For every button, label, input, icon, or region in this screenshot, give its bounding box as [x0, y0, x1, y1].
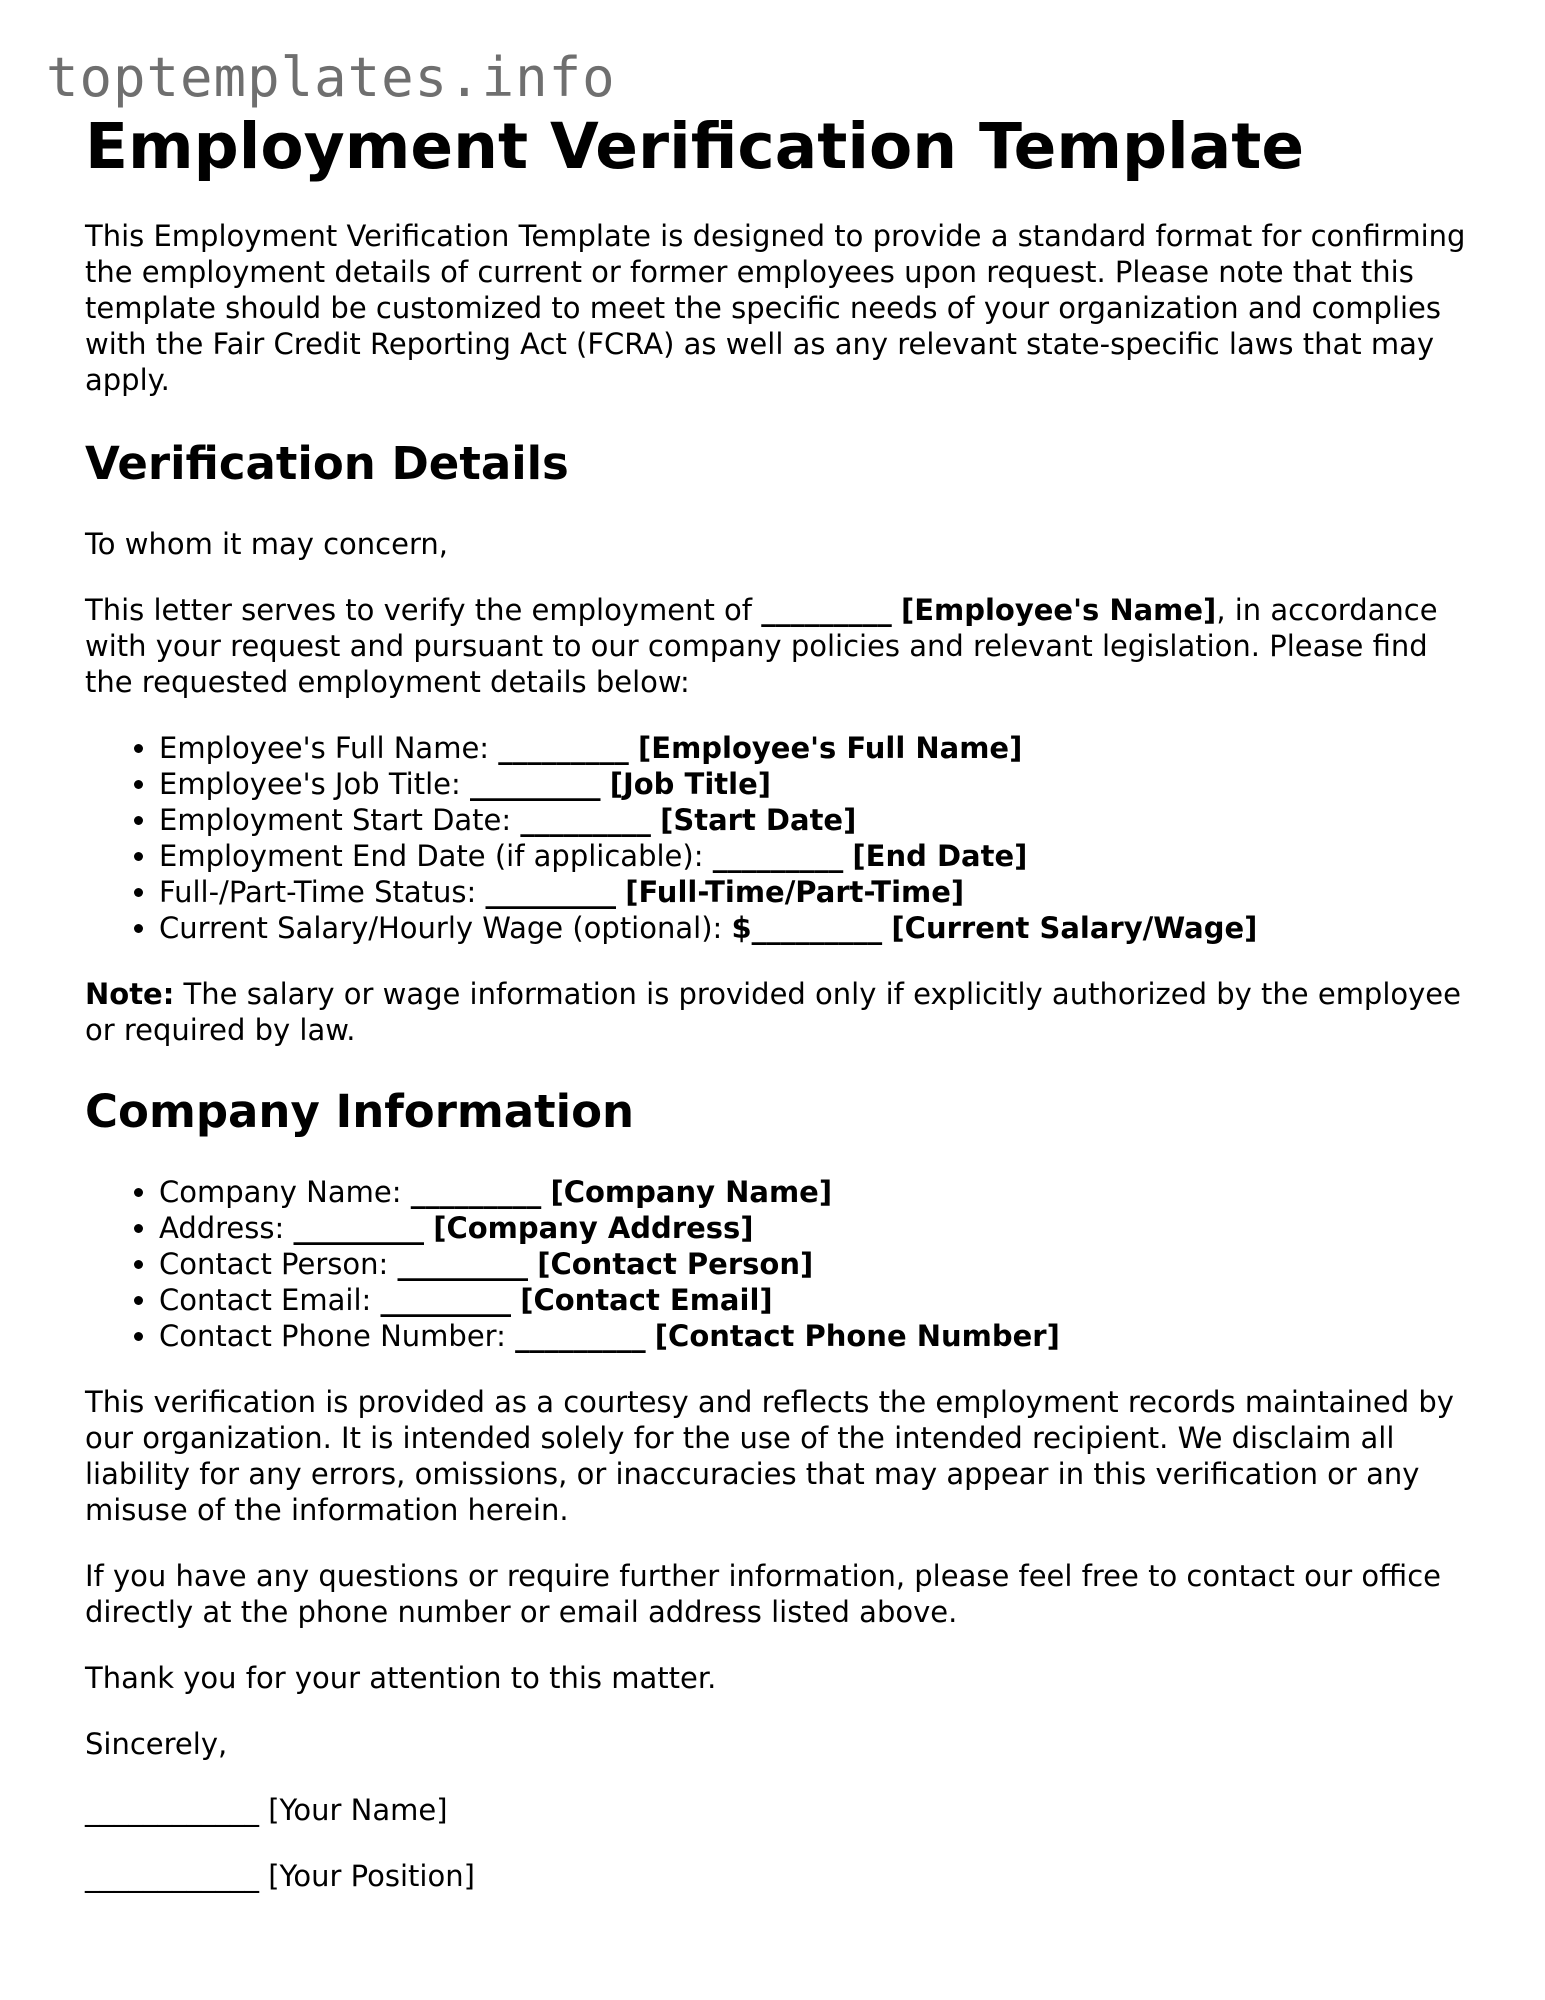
employment-details-list — [85, 730, 1475, 946]
note-label: Note: — [85, 977, 175, 1011]
field-placeholder: [Start Date] — [660, 803, 857, 837]
field-label: Employee's Full Name: — [159, 731, 499, 765]
field-label: Contact Person: — [159, 1247, 398, 1281]
page-title: Employment Verification Template — [85, 110, 1305, 183]
field-blank: $_________ — [731, 911, 883, 945]
list-item-job-title — [159, 766, 1475, 802]
verification-paragraph-end: , in accordance with your request and pursuant to our company policies and relevant legislation. Please find the requested employment details below: — [85, 593, 1438, 699]
list-item-start-date — [159, 802, 1475, 838]
employee-name-placeholder: [Employee's Name] — [900, 593, 1217, 627]
company-info-list — [85, 1174, 1475, 1354]
field-placeholder: [Contact Phone Number] — [654, 1319, 1060, 1353]
list-item-status — [159, 874, 1475, 910]
note-paragraph — [85, 976, 1475, 1048]
document-page — [85, 108, 1475, 1894]
field-placeholder: [End Date] — [852, 839, 1028, 873]
field-blank: _________ — [410, 1175, 542, 1209]
verification-paragraph-start: This letter serves to verify the employment of — [85, 593, 762, 627]
list-item-address — [159, 1210, 1475, 1246]
field-placeholder: [Company Name] — [550, 1175, 833, 1209]
field-blank: _________ — [470, 767, 601, 801]
list-item-end-date — [159, 838, 1475, 874]
sign-off: Sincerely, — [85, 1727, 228, 1761]
field-blank: _________ — [380, 1283, 511, 1317]
field-placeholder: [Current Salary/Wage] — [891, 911, 1258, 945]
field-label: Employment Start Date: — [159, 803, 521, 837]
field-placeholder: [Employee's Full Name] — [638, 731, 1023, 765]
company-heading: Company Information — [85, 1085, 635, 1138]
field-placeholder: [Full-Time/Part-Time] — [625, 875, 965, 909]
list-item-company-name — [159, 1174, 1475, 1210]
list-item-salary — [159, 910, 1475, 946]
field-label: Contact Email: — [159, 1283, 381, 1317]
intro-paragraph: This Employment Verification Template is designed to provide a standard format for confirming the employment details of current or former employees upon request. Please note that this template should be customized to meet the specific needs of your organization and complies with the Fair Credit Reporting Act (FCRA) as well as any relevant state-specific laws that may apply. — [85, 219, 1466, 397]
watermark: toptemplates.info — [46, 46, 616, 109]
field-label: Current Salary/Hourly Wage (optional): — [159, 911, 732, 945]
field-label: Company Name: — [159, 1175, 411, 1209]
signature-name-line: ____________ [Your Name] — [85, 1793, 448, 1827]
field-blank: _________ — [520, 803, 651, 837]
list-item-full-name — [159, 730, 1475, 766]
verification-heading: Verification Details — [85, 437, 569, 490]
field-blank: _________ — [485, 875, 616, 909]
field-label: Contact Phone Number: — [159, 1319, 516, 1353]
field-label: Full-/Part-Time Status: — [159, 875, 486, 909]
employee-name-blank: _________ — [761, 593, 892, 627]
field-blank: _________ — [712, 839, 844, 873]
field-placeholder: [Contact Email] — [520, 1283, 773, 1317]
field-blank: _________ — [498, 731, 629, 765]
field-placeholder: [Job Title] — [609, 767, 771, 801]
greeting: To whom it may concern, — [85, 527, 448, 561]
field-blank: _________ — [397, 1247, 528, 1281]
field-label: Employment End Date (if applicable): — [159, 839, 713, 873]
field-label: Address: — [159, 1211, 294, 1245]
thanks-paragraph: Thank you for your attention to this matter. — [85, 1661, 717, 1695]
note-text: The salary or wage information is provided only if explicitly authorized by the employee or required by law. — [85, 977, 1461, 1047]
field-blank: _________ — [293, 1211, 424, 1245]
courtesy-paragraph: This verification is provided as a courtesy and reflects the employment records maintained by our organization. It is intended solely for the use of the intended recipient. We disclaim all liability for any errors, omissions, or inaccuracies that may appear in this verification or any misuse of the information herein. — [85, 1385, 1454, 1527]
field-placeholder: [Contact Person] — [537, 1247, 814, 1281]
list-item-contact-email — [159, 1282, 1475, 1318]
field-blank: _________ — [515, 1319, 646, 1353]
questions-paragraph: If you have any questions or require further information, please feel free to contact our office directly at the phone number or email address listed above. — [85, 1559, 1441, 1629]
signature-position-line: ____________ [Your Position] — [85, 1859, 475, 1893]
field-label: Employee's Job Title: — [159, 767, 470, 801]
list-item-contact-phone — [159, 1318, 1475, 1354]
list-item-contact-person — [159, 1246, 1475, 1282]
verification-paragraph — [85, 592, 1475, 700]
field-placeholder: [Company Address] — [433, 1211, 754, 1245]
